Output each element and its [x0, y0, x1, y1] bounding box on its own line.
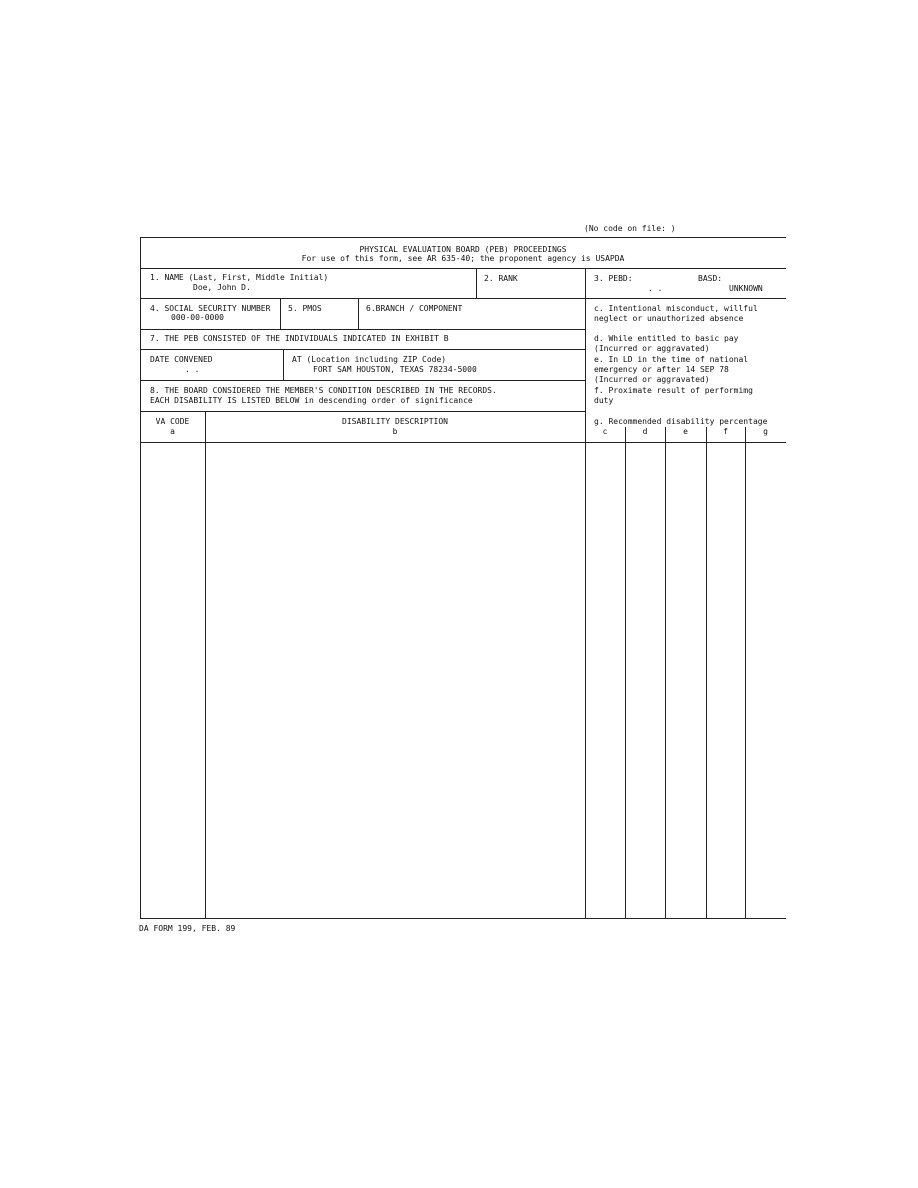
rank-label: 2. RANK	[484, 274, 518, 283]
divider	[358, 298, 359, 329]
col-disability-description: DISABILITY DESCRIPTION	[342, 417, 448, 426]
at-label: AT (Location including ZIP Code)	[292, 355, 447, 364]
ssn-label: 4. SOCIAL SECURITY NUMBER	[150, 304, 271, 313]
col-c: c	[602, 427, 608, 436]
divider	[706, 427, 707, 919]
basd-value: UNKNOWN	[729, 284, 763, 293]
item8-line1: 8. THE BOARD CONSIDERED THE MEMBER'S CONDITION DESCRIBED IN THE RECORDS.	[150, 386, 497, 395]
item-c-line2: neglect or unauthorized absence	[594, 314, 744, 323]
item-e-line1: e. In LD in the time of national	[594, 355, 749, 364]
item-c-line1: c. Intentional misconduct, willful	[594, 304, 758, 313]
col-a: a	[170, 427, 175, 436]
item-e-line2: emergency or after 14 SEP 78	[594, 365, 729, 374]
col-d: d	[642, 427, 648, 436]
pebd-value: . .	[648, 284, 663, 293]
name-label: 1. NAME (Last, First, Middle Initial)	[150, 273, 329, 282]
divider	[140, 298, 786, 299]
divider	[205, 411, 206, 919]
form-top-border	[140, 237, 786, 238]
divider	[140, 268, 786, 269]
form-subtitle: For use of this form, see AR 635-40; the proponent agency is USAPDA	[301, 254, 625, 263]
divider	[283, 349, 284, 380]
header-code: (No code on file: )	[584, 224, 676, 233]
at-value: FORT SAM HOUSTON, TEXAS 78234-5000	[313, 365, 477, 374]
divider	[745, 427, 746, 919]
item-d-line1: d. While entitled to basic pay	[594, 334, 739, 343]
pmos-label: 5. PMOS	[288, 304, 322, 313]
col-e: e	[683, 427, 688, 436]
name-value: Doe, John D.	[193, 283, 251, 292]
item-g: g. Recommended disability percentage	[594, 417, 768, 426]
date-label: DATE CONVENED	[150, 355, 213, 364]
form-left-border	[140, 237, 141, 919]
form-title: PHYSICAL EVALUATION BOARD (PEB) PROCEEDINGS	[359, 245, 567, 254]
col-f: f	[723, 427, 728, 436]
form-footer: DA FORM 199, FEB. 89	[139, 924, 236, 933]
table-header-rule	[140, 442, 786, 443]
divider	[140, 411, 586, 412]
item7-label: 7. THE PEB CONSISTED OF THE INDIVIDUALS INDICATED IN EXHIBIT B	[150, 334, 449, 343]
divider	[140, 380, 586, 381]
basd-label: BASD:	[698, 274, 723, 283]
col-b: b	[392, 427, 398, 436]
divider	[280, 298, 281, 329]
divider	[625, 427, 626, 919]
ssn-value: 000-00-0000	[171, 313, 224, 322]
date-value: . .	[185, 365, 200, 374]
divider	[665, 427, 666, 919]
divider	[140, 329, 586, 330]
item8-line2: EACH DISABILITY IS LISTED BELOW in descending order of significance	[150, 396, 473, 405]
branch-label: 6.BRANCH / COMPONENT	[366, 304, 463, 313]
col-va-code: VA CODE	[155, 417, 190, 426]
divider	[476, 268, 477, 298]
divider	[585, 268, 586, 919]
col-g: g	[763, 427, 768, 436]
item-d-line2: (Incurred or aggravated)	[594, 344, 710, 353]
item-e-line3: (Incurred or aggravated)	[594, 375, 710, 384]
divider	[140, 349, 586, 350]
item-f-line1: f. Proximate result of performimg	[594, 386, 753, 395]
form-bottom-border	[140, 918, 786, 919]
pebd-label: 3. PEBD:	[594, 274, 633, 283]
item-f-line2: duty	[594, 396, 614, 405]
